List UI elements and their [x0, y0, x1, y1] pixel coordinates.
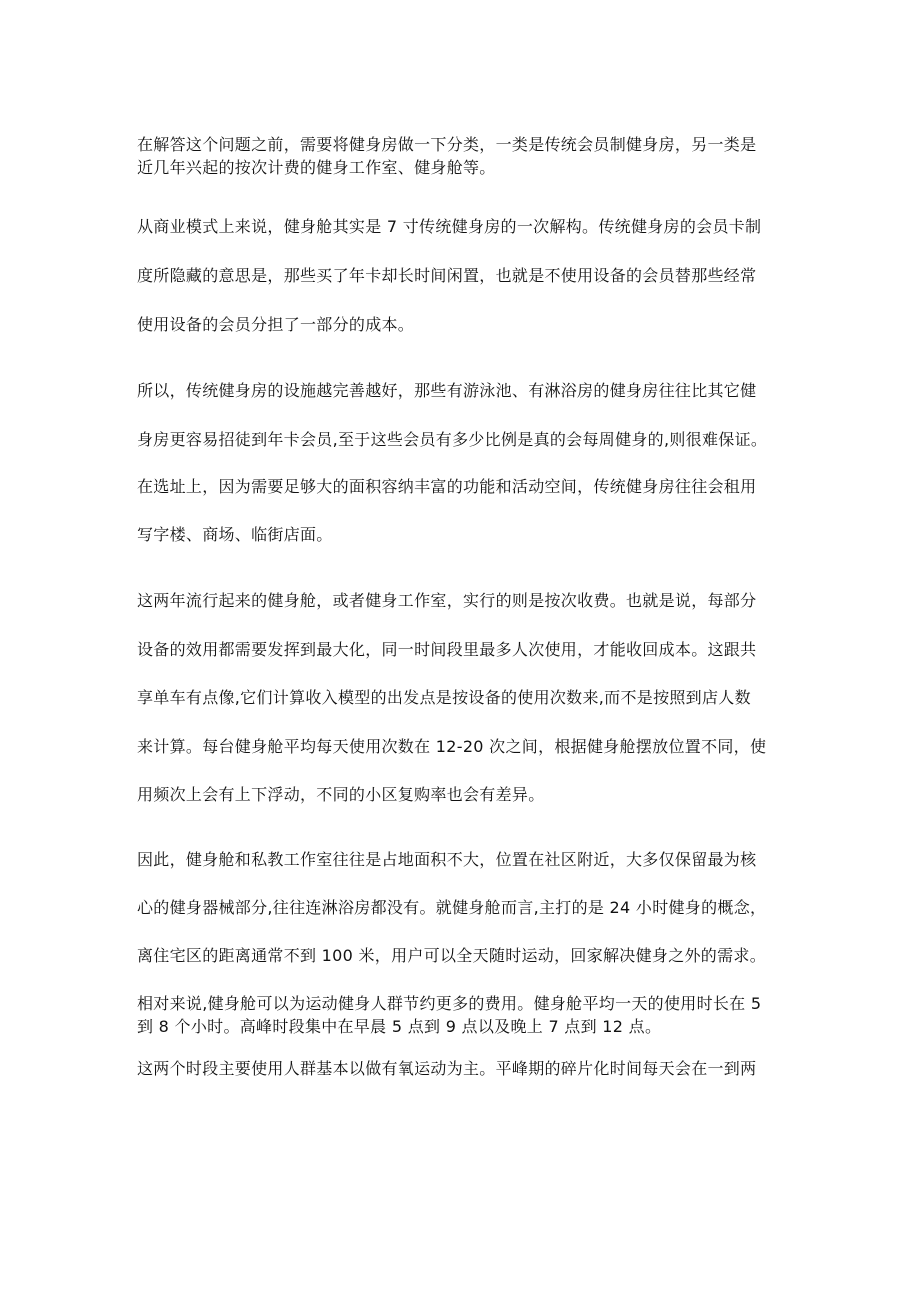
- text-line: 这两年流行起来的健身舱，或者健身工作室，实行的则是按次收费。也就是说，每部分: [137, 591, 757, 610]
- text-line: 近几年兴起的按次计费的健身工作室、健身舱等。: [137, 158, 496, 177]
- text-line: 离住宅区的距离通常不到 100 米，用户可以全天随时运动，回家解决健身之外的需求。: [137, 946, 767, 965]
- text-line: 相对来说,健身舱可以为运动健身人群节约更多的费用。健身舱平均一天的使用时长在 5: [137, 994, 762, 1013]
- text-line: 这两个时段主要使用人群基本以做有氧运动为主。平峰期的碎片化时间每天会在一到两: [137, 1059, 757, 1078]
- text-line: 在选址上，因为需要足够大的面积容纳丰富的功能和活动空间，传统健身房往往会租用: [137, 477, 757, 496]
- text-line: 享单车有点像,它们计算收入模型的出发点是按设备的使用次数来,而不是按照到店人数: [137, 688, 751, 707]
- text-line: 来计算。每台健身舱平均每天使用次数在 12-20 次之间，根据健身舱摆放位置不同，使: [137, 737, 767, 756]
- text-line: 身房更容易招徒到年卡会员,至于这些会员有多少比例是真的会每周健身的,则很难保证。: [137, 430, 768, 449]
- text-line: 在解答这个问题之前，需要将健身房做一下分类，一类是传统会员制健身房，另一类是: [137, 135, 757, 154]
- text-line: 所以，传统健身房的设施越完善越好，那些有游泳池、有淋浴房的健身房往往比其它健: [137, 381, 757, 400]
- text-line: 用频次上会有上下浮动，不同的小区复购率也会有差异。: [137, 785, 545, 804]
- text-line: 心的健身器械部分,往往连淋浴房都没有。就健身舱而言,主打的是 24 小时健身的概念，: [137, 898, 767, 917]
- text-line: 写字楼、商场、临街店面。: [137, 525, 333, 544]
- text-line: 从商业模式上来说，健身舱其实是 7 寸传统健身房的一次解构。传统健身房的会员卡制: [137, 217, 762, 236]
- text-line: 设备的效用都需要发挥到最大化，同一时间段里最多人次使用，才能收回成本。这跟共: [137, 640, 757, 659]
- text-line: 使用设备的会员分担了一部分的成本。: [137, 315, 415, 334]
- text-line: 因此，健身舱和私教工作室往往是占地面积不大，位置在社区附近，大多仅保留最为核: [137, 850, 757, 869]
- text-line: 到 8 个小时。高峰时段集中在早晨 5 点到 9 点以及晚上 7 点到 12 点。: [137, 1017, 662, 1036]
- text-line: 度所隐藏的意思是，那些买了年卡却长时间闲置，也就是不使用设备的会员替那些经常: [137, 266, 757, 285]
